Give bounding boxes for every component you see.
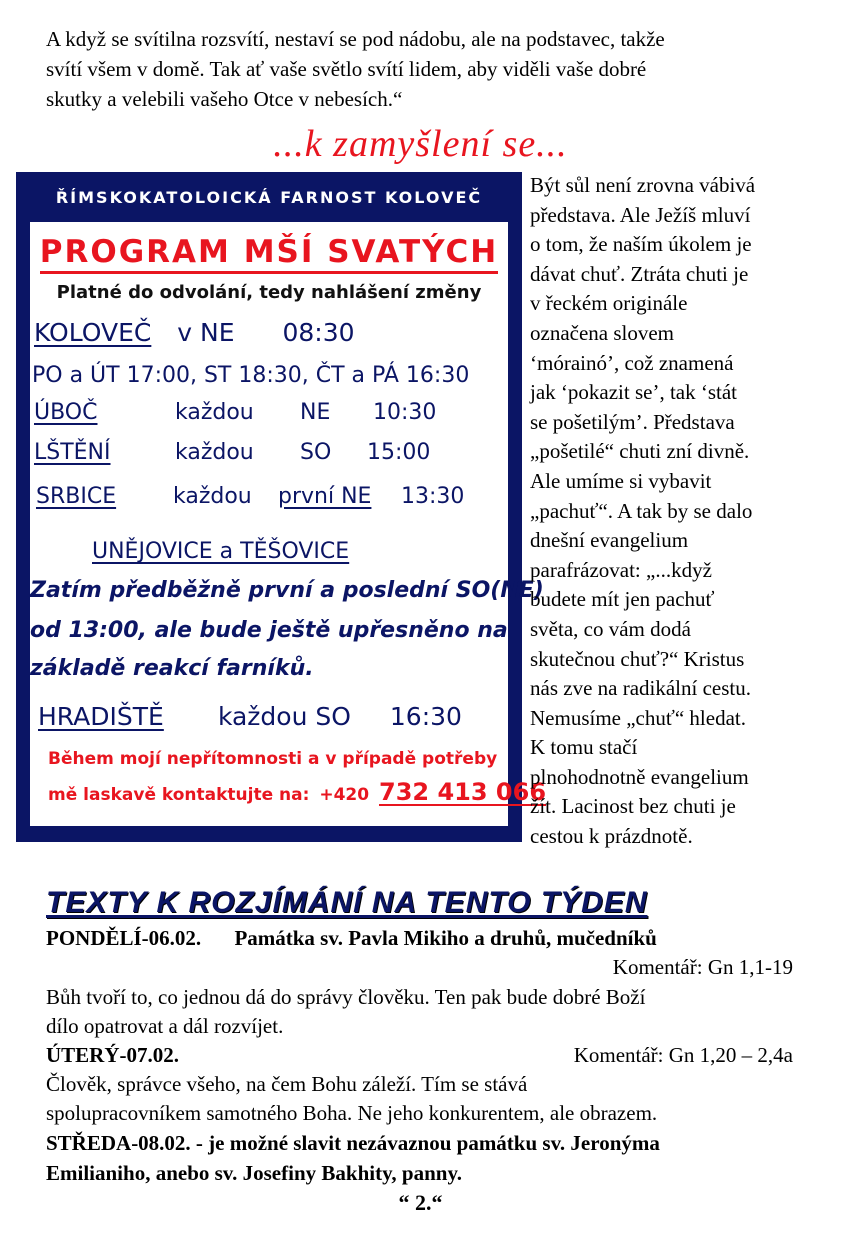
monday-feast: Památka sv. Pavla Mikiho a druhů, mučedníků <box>234 926 657 950</box>
text-line: budete mít jen pachuť <box>530 587 715 612</box>
text-line: žít. Lacinost bez chuti je <box>530 794 736 819</box>
text-line: parafrázovat: „...když <box>530 557 712 582</box>
srbice-time: 13:30 <box>401 484 465 509</box>
unejovice-note: Zatím předběžně první a poslední SO(NE) <box>30 578 544 603</box>
kolovec-day: v NE <box>177 318 235 347</box>
text-line: světa, co vám dodá <box>530 616 691 641</box>
tuesday-date: ÚTERÝ-07.02. <box>46 1043 180 1067</box>
place-lsteni: LŠTĚNÍ <box>34 440 111 465</box>
tuesday-text: spolupracovníkem samotného Boha. Ne jeho konkurentem, ale obrazem. <box>46 1101 658 1125</box>
texts-heading: TEXTY K ROZJÍMÁNÍ NA TENTO TÝDEN <box>46 886 648 919</box>
monday-heading <box>46 926 657 951</box>
text-line: představa. Ale Ježíš mluví <box>530 202 751 227</box>
text-line: cestou k prázdnotě. <box>530 824 693 849</box>
text-line: „pachuť“. A tak by se dalo <box>530 498 753 523</box>
parish-title: ŘÍMSKOKATOLOICKÁ FARNOST KOLOVEČ <box>55 188 483 207</box>
text-line: Nemusíme „chuť“ hledat. <box>530 705 746 730</box>
text-line: K tomu stačí <box>530 735 638 760</box>
reflection-heading: ...k zamyšlení se... <box>273 123 568 165</box>
uboc-day: NE <box>300 400 331 425</box>
mass-program-box <box>16 172 547 842</box>
uboc-time: 10:30 <box>373 400 437 425</box>
text-line: v řeckém originále <box>530 291 688 316</box>
text-line: „pošetilé“ chuti zní divně. <box>530 439 750 464</box>
text-line: dnešní evangelium <box>530 528 689 553</box>
text-line: dávat chuť. Ztráta chuti je <box>530 261 749 286</box>
wednesday-heading: STŘEDA-08.02. - je možné slavit nezávaznou památku sv. Jeronýma <box>46 1131 660 1155</box>
contact-text: mě laskavě kontaktujte na: <box>48 785 310 805</box>
intro-line: svítí všem v domě. Tak ať vaše světlo svítí lidem, aby viděli vaše dobré <box>46 57 647 81</box>
uboc-freq: každou <box>175 400 254 425</box>
phone-prefix: +420 <box>319 785 370 805</box>
contact-line <box>48 778 546 806</box>
srbice-day: první NE <box>278 484 372 509</box>
reflection-text <box>530 171 820 852</box>
srbice-freq: každou <box>173 484 252 509</box>
text-line: nás zve na radikální cestu. <box>530 676 751 701</box>
lsteni-day: SO <box>300 440 332 465</box>
place-srbice: SRBICE <box>36 484 117 509</box>
contact-note: Během mojí nepřítomnosti a v případě potřeby <box>48 749 498 769</box>
lsteni-row <box>34 440 430 465</box>
lsteni-freq: každou <box>175 440 254 465</box>
unejovice-note: od 13:00, ale bude ještě upřesněno na <box>30 618 508 643</box>
text-line: označena slovem <box>530 320 675 345</box>
monday-text: Bůh tvoří to, co jednou dá do správy člověku. Ten pak bude dobré Boží <box>46 985 646 1009</box>
kolovec-row <box>34 318 355 347</box>
text-line: skutečnou chuť?“ Kristus <box>530 646 745 671</box>
text-line: o tom, že naším úkolem je <box>530 232 752 257</box>
text-line: Ale umíme si vybavit <box>530 468 712 493</box>
hradiste-freq: každou SO <box>217 702 351 731</box>
srbice-row <box>36 484 464 509</box>
monday-date: PONDĚLÍ-06.02. <box>46 926 202 950</box>
uboc-row <box>34 400 436 425</box>
intro-line: A když se svítilna rozsvítí, nestaví se pod nádobu, ale na podstavec, takže <box>46 27 665 51</box>
monday-commentary: Komentář: Gn 1,1-19 <box>612 955 793 979</box>
kolovec-time: 08:30 <box>282 318 355 347</box>
unejovice-heading: UNĚJOVICE a TĚŠOVICE <box>92 539 350 564</box>
text-line: Být sůl není zrovna vábivá <box>530 173 756 197</box>
unejovice-note: základě reakcí farníků. <box>30 656 314 681</box>
place-uboc: ÚBOČ <box>34 400 98 425</box>
place-hradiste: HRADIŠTĚ <box>38 702 164 731</box>
place-kolovec: KOLOVEČ <box>34 318 152 347</box>
intro-paragraph <box>46 24 806 114</box>
monday-text: dílo opatrovat a dál rozvíjet. <box>46 1014 284 1038</box>
lsteni-time: 15:00 <box>367 440 431 465</box>
text-line: se pošetilým’. Představa <box>530 409 735 434</box>
page-number: “ 2.“ <box>398 1190 443 1215</box>
program-heading: PROGRAM MŠÍ SVATÝCH <box>30 234 508 270</box>
mass-program-panel <box>30 222 547 826</box>
text-line: plnohodnotně evangelium <box>530 764 749 789</box>
tuesday-commentary: Komentář: Gn 1,20 – 2,4a <box>573 1043 793 1067</box>
phone-number: 732 413 066 <box>379 778 547 806</box>
hradiste-row <box>38 702 462 731</box>
hradiste-time: 16:30 <box>389 702 462 731</box>
text-line: jak ‘pokazit se’, tak ‘stát <box>530 380 738 405</box>
intro-line: skutky a velebili vašeho Otce v nebesích.“ <box>46 87 403 111</box>
weekday-masses: PO a ÚT 17:00, ST 18:30, ČT a PÁ 16:30 <box>32 363 470 388</box>
text-line: ‘mórainó’, což znamená <box>530 350 734 375</box>
wednesday-heading: Emilianiho, anebo sv. Josefiny Bakhity, panny. <box>46 1161 463 1185</box>
program-validity: Platné do odvolání, tedy nahlášení změny <box>56 282 482 303</box>
tuesday-text: Člověk, správce všeho, na čem Bohu záleží. Tím se stává <box>46 1072 528 1096</box>
